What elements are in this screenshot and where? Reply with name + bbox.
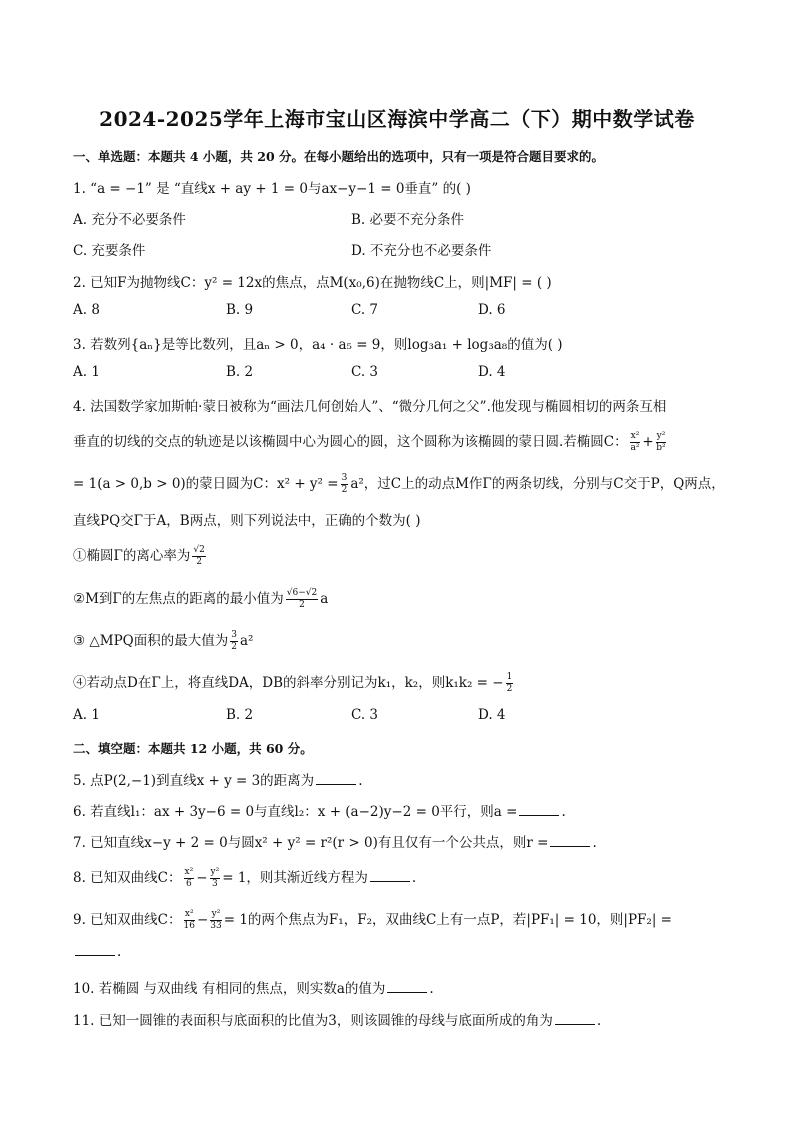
fraction-sqrt6-minus-sqrt2-over-2: $\frac{√6-√2}{2}$ [286, 588, 318, 610]
fraction-x2-over-a2: $\frac{\text{x²}}{\text{a²}}$ [630, 431, 640, 453]
question-1-option-c: C. 充要条件 [73, 243, 146, 259]
fraction-1-over-2: $\frac{1}{2}$ [506, 672, 513, 694]
question-2-option-c: C. 7 [351, 302, 379, 318]
question-3-stem: 3. 若数列{aₙ}是等比数列，且aₙ > 0，a₄ · a₅ = 9，则log₃a₁ + log₃a₈的值为( ) [73, 337, 563, 353]
fraction-3-over-2-b: $\frac{3}{2}$ [231, 630, 237, 652]
answer-blank [387, 981, 427, 993]
question-8: 8. 已知双曲线C： $\frac{\text{x²}}{6}$ − $\frac{\text{y²}}{3}$ = 1，则其渐近线方程为 . [73, 867, 417, 889]
question-3-option-b: B. 2 [226, 364, 254, 380]
question-4-line-3: = 1(a > 0,b > 0)的蒙日圆为C：x² + y² = $\frac{3}{2}$ a²，过C上的动点M作Γ的两条切线，分别与C交于P，Q两点， [73, 473, 725, 495]
question-2-option-a: A. 8 [73, 302, 100, 318]
question-4-option-c: C. 3 [351, 707, 379, 723]
question-10: 10. 若椭圆 与双曲线 有相同的焦点，则实数a的值为 . [73, 981, 434, 997]
question-3-option-d: D. 4 [478, 364, 506, 380]
fraction-3-over-2: $\frac{3}{2}$ [341, 473, 348, 495]
question-2-option-d: D. 6 [478, 302, 506, 318]
page-title: 2024-2025学年上海市宝山区海滨中学高二（下）期中数学试卷 [99, 107, 695, 131]
question-4-line-4: 直线PQ交Γ于A，B两点，则下列说法中，正确的个数为( ) [73, 513, 421, 529]
question-7: 7. 已知直线x−y + 2 = 0与圆x² + y² = r²(r > 0)有且仅有一个公共点，则r = . [73, 835, 597, 851]
answer-blank [519, 804, 559, 816]
question-1-option-a: A. 充分不必要条件 [73, 212, 186, 228]
question-3-option-c: C. 3 [351, 364, 379, 380]
answer-blank [370, 870, 410, 882]
question-3-option-a: A. 1 [73, 364, 100, 380]
section-heading-fill-in: 二、填空题：本题共 12 小题，共 60 分。 [73, 741, 313, 756]
fraction-x2-over-6: $\frac{\text{x²}}{6}$ [184, 867, 194, 889]
question-1-option-b: B. 必要不充分条件 [351, 212, 465, 228]
question-4-line-2: 垂直的切线的交点的轨迹是以该椭圆中心为圆心的圆，这个圆称为该椭圆的蒙日圆.若椭圆C： $\frac{\text{x²}}{\text{a²}}$ + $\frac{\text{y²}}{\text{b²}}$ [73, 431, 666, 453]
question-4-statement-1: ①椭圆Γ的离心率为 $\frac{√2}{2}$ [73, 545, 205, 567]
answer-blank [555, 1013, 595, 1025]
question-4-statement-3: ③ △MPQ面积的最大值为 $\frac{3}{2}$ a² [73, 630, 254, 652]
fraction-x2-over-16: $\frac{\text{x²}}{16}$ [183, 909, 195, 931]
question-6: 6. 若直线l₁：ax + 3y−6 = 0与直线l₂：x + (a−2)y−2 = 0平行，则a = . [73, 804, 566, 820]
question-4-option-b: B. 2 [226, 707, 254, 723]
question-4-line-1: 4. 法国数学家加斯帕·蒙日被称为“画法几何创始人”、“微分几何之父”.他发现与椭圆相切的两条互相 [73, 399, 667, 415]
question-1-option-d: D. 不充分也不必要条件 [351, 243, 492, 259]
answer-blank [550, 835, 590, 847]
question-1-stem: 1. “a = −1” 是 “直线x + ay + 1 = 0与ax−y−1 = 0垂直” 的( ) [73, 181, 471, 197]
answer-blank [316, 773, 356, 785]
question-5: 5. 点P(2,−1)到直线x + y = 3的距离为 . [73, 773, 363, 789]
question-4-option-d: D. 4 [478, 707, 506, 723]
question-11: 11. 已知一圆锥的表面积与底面积的比值为3，则该圆锥的母线与底面所成的角为 . [73, 1013, 602, 1029]
question-4-statement-4: ④若动点D在Γ上，将直线DA，DB的斜率分别记为k₁，k₂，则k₁k₂ = − $\frac{1}{2}$ [73, 672, 513, 694]
question-9: 9. 已知双曲线C： $\frac{\text{x²}}{16}$ − $\frac{\text{y²}}{33}$ = 1的两个焦点为F₁，F₂，双曲线C上有一点P，若|PF₁| = 10，则|PF₂| = [73, 909, 672, 931]
answer-blank [75, 944, 115, 956]
question-4-line-2-text: 垂直的切线的交点的轨迹是以该椭圆中心为圆心的圆，这个圆称为该椭圆的蒙日圆.若椭圆C： [73, 434, 628, 450]
question-2-stem: 2. 已知F为抛物线C：y² = 12x的焦点，点M(x₀,6)在抛物线C上，则|MF| = ( ) [73, 275, 552, 291]
section-heading-single-choice: 一、单选题：本题共 4 小题，共 20 分。在每小题给出的选项中，只有一项是符合题目要求的。 [73, 149, 605, 164]
fraction-y2-over-33: $\frac{\text{y²}}{33}$ [210, 909, 222, 931]
question-2-option-b: B. 9 [226, 302, 254, 318]
question-4-option-a: A. 1 [73, 707, 100, 723]
fraction-y2-over-b2: $\frac{\text{y²}}{\text{b²}}$ [656, 431, 666, 453]
fraction-sqrt2-over-2: $\frac{√2}{2}$ [193, 545, 205, 567]
fraction-y2-over-3: $\frac{\text{y²}}{3}$ [210, 867, 220, 889]
question-9-answer-line: . [73, 944, 121, 960]
question-4-statement-2: ②M到Γ的左焦点的距离的最小值为 $\frac{√6-√2}{2}$ a [73, 588, 329, 610]
